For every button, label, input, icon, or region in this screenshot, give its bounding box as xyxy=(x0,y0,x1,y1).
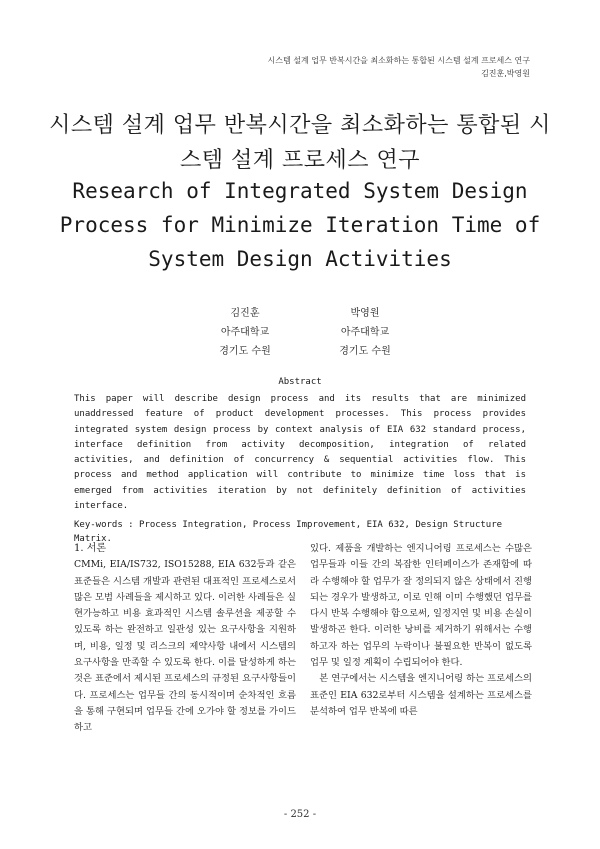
running-header-title: 시스템 설계 업무 반복시간을 최소화하는 통합된 시스템 설계 프로세스 연구 xyxy=(267,56,530,65)
keywords: Key-words : Process Integration, Process Improvement, EIA 632, Design Structure Matrix. xyxy=(74,520,503,544)
abstract-heading: Abstract xyxy=(278,377,322,387)
author-name: 김진훈 xyxy=(230,308,260,319)
author-location: 경기도 수원 xyxy=(219,346,271,357)
author-location: 경기도 수원 xyxy=(339,346,391,357)
author-affiliation: 아주대학교 xyxy=(340,327,390,338)
abstract-text: This paper will describe design process and its results that are minimized unaddressed feature of product development processes. This process provides integrated system design process by context analysis of EIA 632 standard process, interface definition from activity decomposition, integration of related activities, and definition of concurrency & sequential activities flow. This process and method application will contribute to minimize time loss that is emerged from activities iteration by not definitely definition of activities interface. xyxy=(74,394,526,512)
running-header xyxy=(268,54,530,80)
body-column-left xyxy=(74,541,296,737)
paper-title-english: Research of Integrated System Design Process for Minimize Iteration Time of System Design Activities xyxy=(59,179,541,271)
body-paragraph: CMMi, EIA/IS732, ISO15288, EIA 632등과 같은 표준들은 시스템 개발과 관련된 대표적인 프로세스로서 많은 모범 사례들을 제시하고 있다. 이러한 사례들은 실현가능하고 비용 효과적인 시스템 솔루션을 제공할 수 있도록 하는 완전하고 일관성 있는 요구사항을 지원하며, 비용, 일정 및 리스크의 제약사항 내에서 시스템의 요구사항을 만족할 수 있도록 한다. 이를 달성하게 하는 것은 표준에서 제시된 프로세스의 규정된 요구사항들이다. 프로세스는 업무들 간의 동시적이며 순차적인 흐름을 통해 구현되며 업무들 간에 오가야 할 정보를 가이드하고 xyxy=(74,559,296,734)
author-name: 박영원 xyxy=(350,308,380,319)
page-number: - 252 - xyxy=(283,809,317,820)
author-1 xyxy=(175,304,315,361)
body-column-right xyxy=(310,541,532,720)
body-paragraph: 본 연구에서는 시스템을 엔지니어링 하는 프로세스의 표준인 EIA 632로부터 시스템을 설계하는 프로세스를 분석하여 업무 반복에 따른 xyxy=(310,673,532,717)
paper-title-korean: 시스템 설계 업무 반복시간을 최소화하는 통합된 시스템 설계 프로세스 연구 xyxy=(49,113,551,173)
running-header-authors: 김진훈,박영원 xyxy=(481,69,530,78)
author-affiliation: 아주대학교 xyxy=(220,327,270,338)
author-2 xyxy=(295,304,435,361)
section-heading: 1. 서론 xyxy=(74,543,107,554)
body-paragraph: 있다. 제품을 개발하는 엔지니어링 프로세스는 수많은 업무들과 이들 간의 복잡한 인터페이스가 존재함에 따라 수행해야 할 업무가 잘 정의되지 않은 상태에서 진행되는 경우가 발생하고, 이로 인해 이미 수행했던 업무를 다시 반복 수행해야 함으로써, 일정지연 및 비용 손실이 발생하곤 한다. 이러한 낭비를 제거하기 위해서는 수행하고자 하는 업무의 누락이나 불필요한 반복이 없도록 업무 및 일정 계획이 수립되어야 한다. xyxy=(310,543,532,669)
